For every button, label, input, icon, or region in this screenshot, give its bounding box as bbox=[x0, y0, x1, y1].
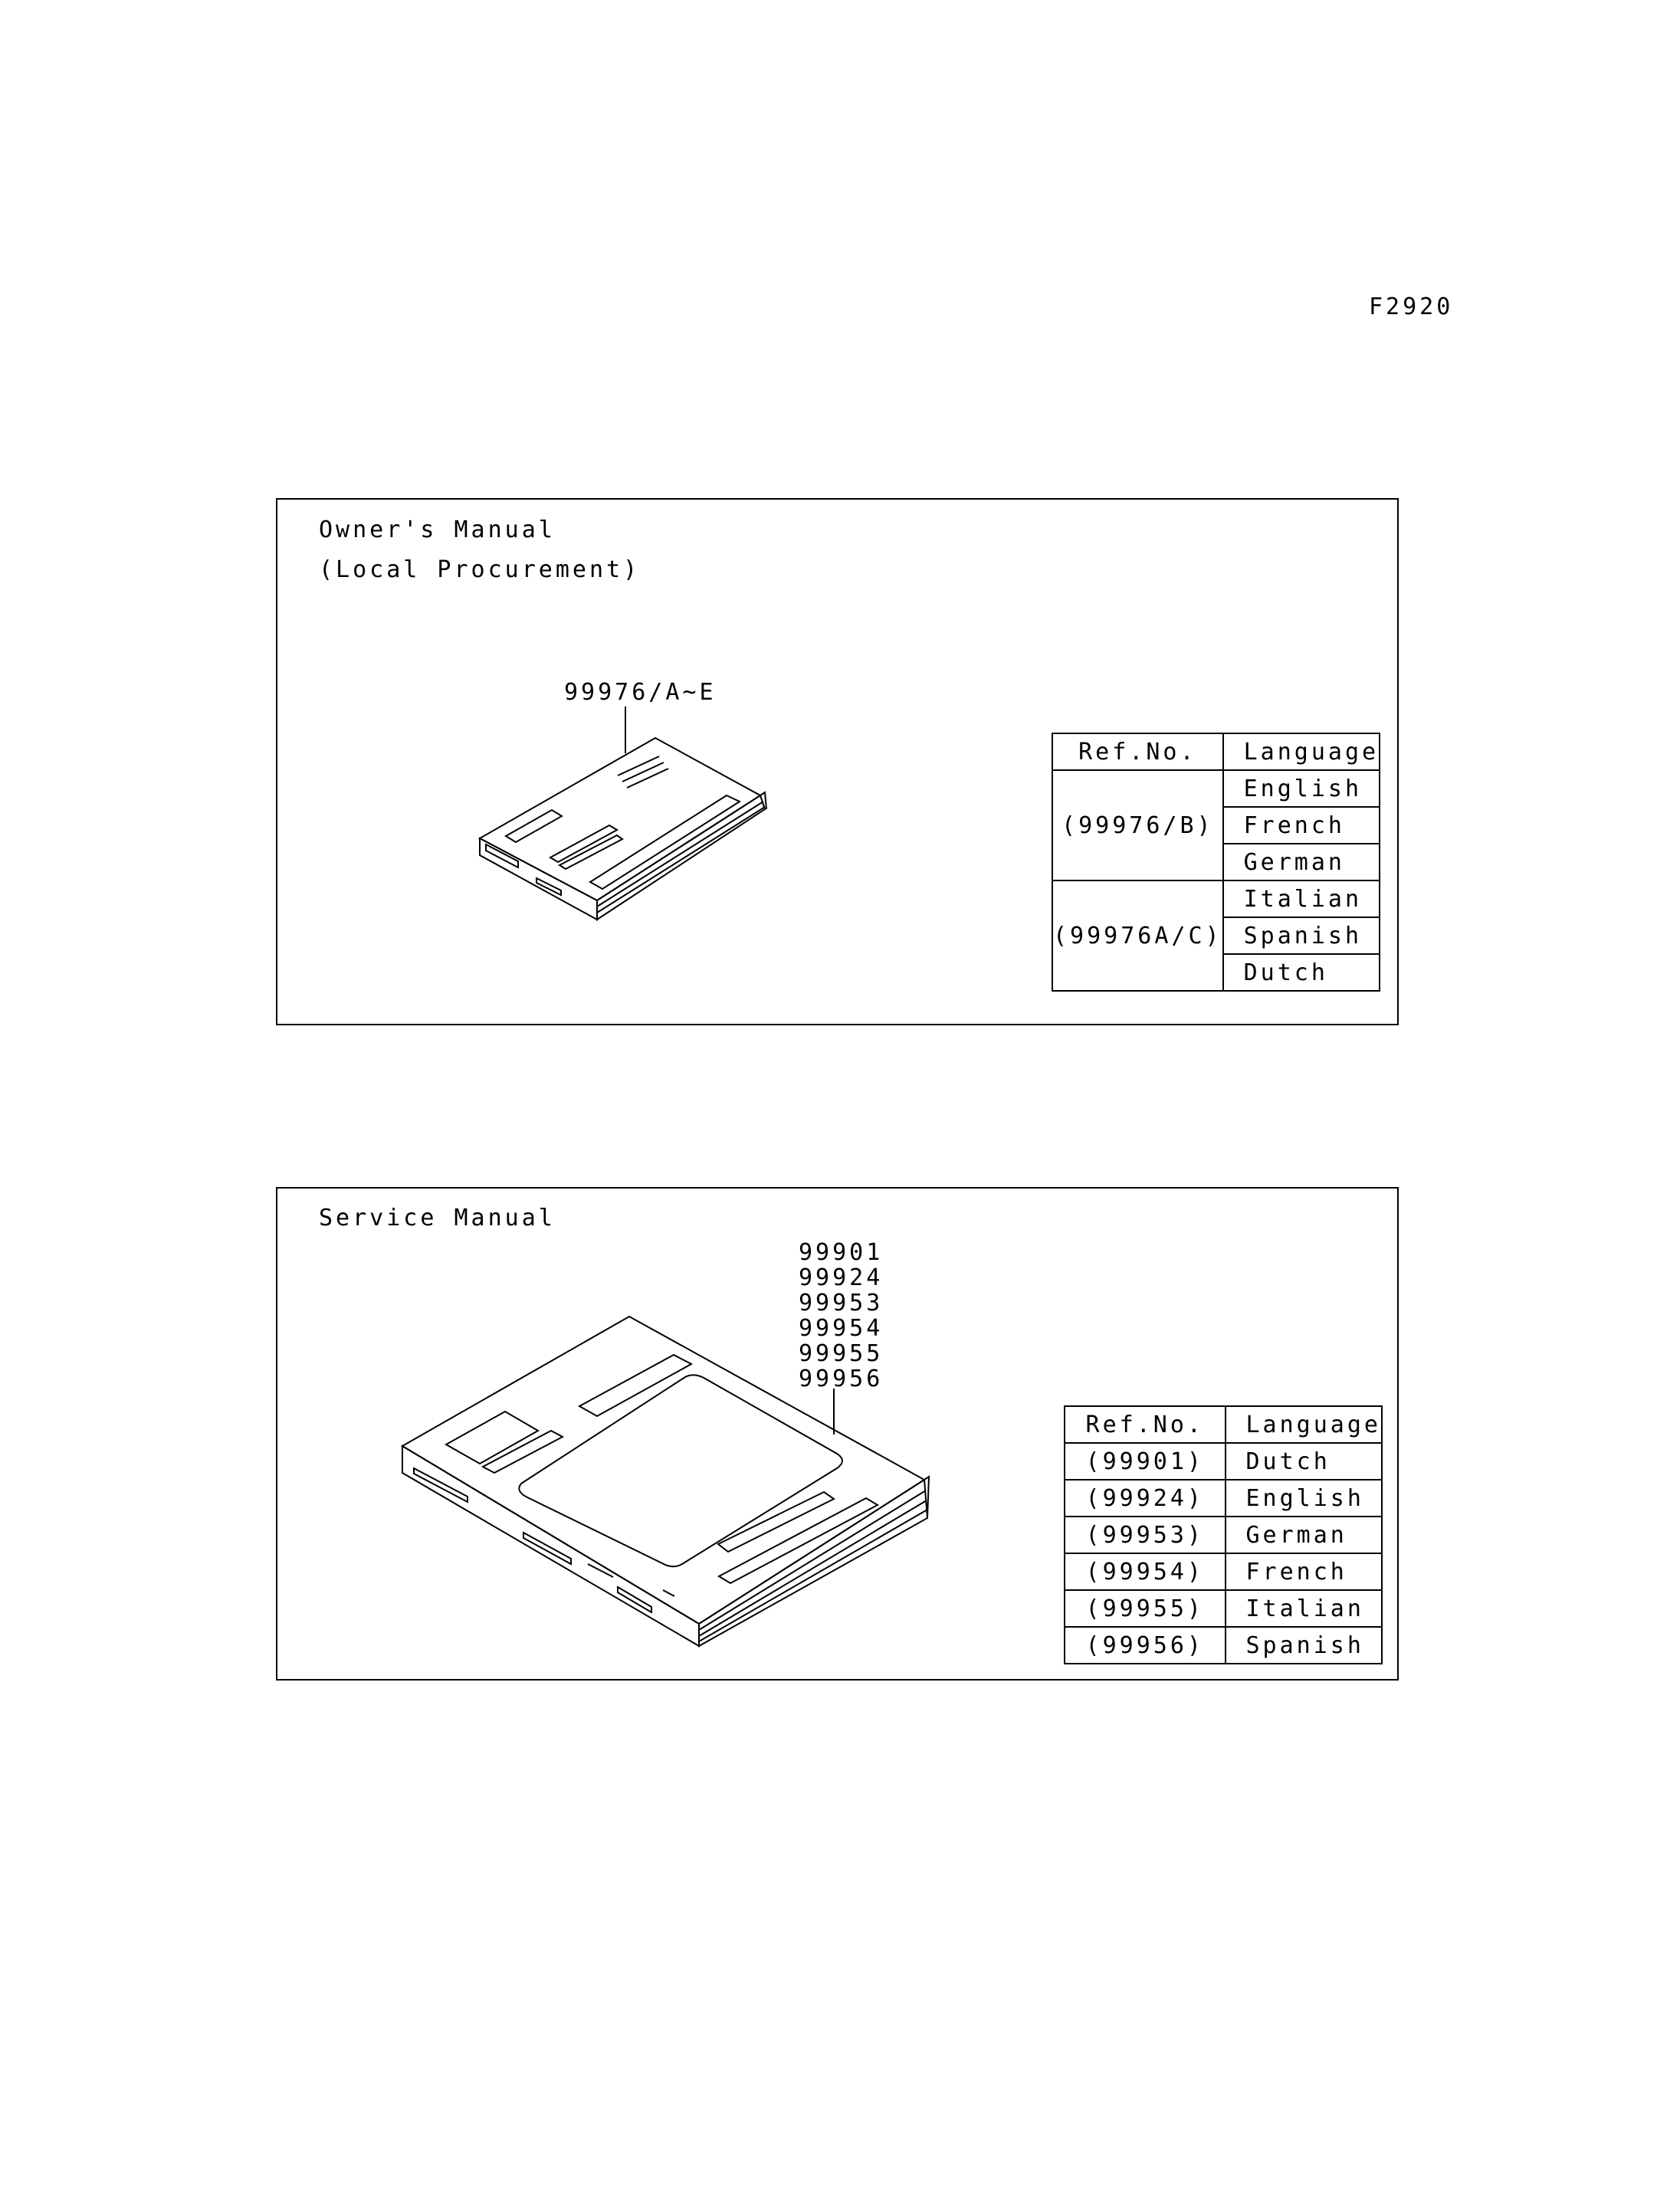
table-header-language: Language bbox=[1223, 733, 1380, 770]
table-cell-ref: (99953) bbox=[1065, 1517, 1226, 1553]
table-row bbox=[1065, 1480, 1382, 1517]
table-cell-language: Italian bbox=[1226, 1590, 1383, 1627]
table-cell-language: Italian bbox=[1223, 880, 1380, 917]
callout-part-number[interactable]: 99954 bbox=[799, 1315, 884, 1342]
table-row bbox=[1065, 1627, 1382, 1664]
table-cell-language: English bbox=[1223, 770, 1380, 807]
table-cell-language: Spanish bbox=[1226, 1627, 1383, 1664]
table-cell-ref: (99976/B) bbox=[1052, 770, 1223, 880]
callout-part-number[interactable]: 99901 bbox=[799, 1239, 884, 1266]
callout-part-number[interactable]: 99924 bbox=[799, 1264, 884, 1291]
table-cell-language: German bbox=[1226, 1517, 1383, 1553]
owners-manual-title: Owner's Manual bbox=[319, 516, 556, 543]
owners-manual-subtitle: (Local Procurement) bbox=[319, 556, 641, 583]
figure-code: F2920 bbox=[1369, 293, 1454, 320]
table-cell-language: French bbox=[1226, 1553, 1383, 1590]
table-row bbox=[1065, 1443, 1382, 1480]
table-header-ref: Ref.No. bbox=[1052, 733, 1223, 770]
table-cell-language: English bbox=[1226, 1480, 1383, 1517]
service-manual-title: Service Manual bbox=[319, 1205, 556, 1231]
callout-part-number[interactable]: 99956 bbox=[799, 1366, 884, 1392]
table-row bbox=[1065, 1590, 1382, 1627]
table-row bbox=[1065, 1517, 1382, 1553]
table-cell-ref: (99954) bbox=[1065, 1553, 1226, 1590]
table-cell-ref: (99924) bbox=[1065, 1480, 1226, 1517]
service-manual-ref-table bbox=[1064, 1405, 1383, 1664]
table-cell-ref: (99956) bbox=[1065, 1627, 1226, 1664]
callout-part-number[interactable]: 99953 bbox=[799, 1290, 884, 1317]
table-cell-ref: (99901) bbox=[1065, 1443, 1226, 1480]
table-cell-ref: (99976A/C) bbox=[1052, 880, 1223, 991]
table-cell-language: German bbox=[1223, 844, 1380, 880]
table-cell-language: Dutch bbox=[1226, 1443, 1383, 1480]
owners-manual-callout[interactable]: 99976/A~E bbox=[564, 679, 717, 706]
callout-part-number[interactable]: 99955 bbox=[799, 1340, 884, 1367]
table-cell-language: Dutch bbox=[1223, 954, 1380, 991]
table-header-language: Language bbox=[1226, 1406, 1383, 1443]
table-cell-ref: (99955) bbox=[1065, 1590, 1226, 1627]
table-header-ref: Ref.No. bbox=[1065, 1406, 1226, 1443]
table-cell-language: Spanish bbox=[1223, 917, 1380, 954]
table-cell-language: French bbox=[1223, 807, 1380, 844]
table-row bbox=[1065, 1553, 1382, 1590]
